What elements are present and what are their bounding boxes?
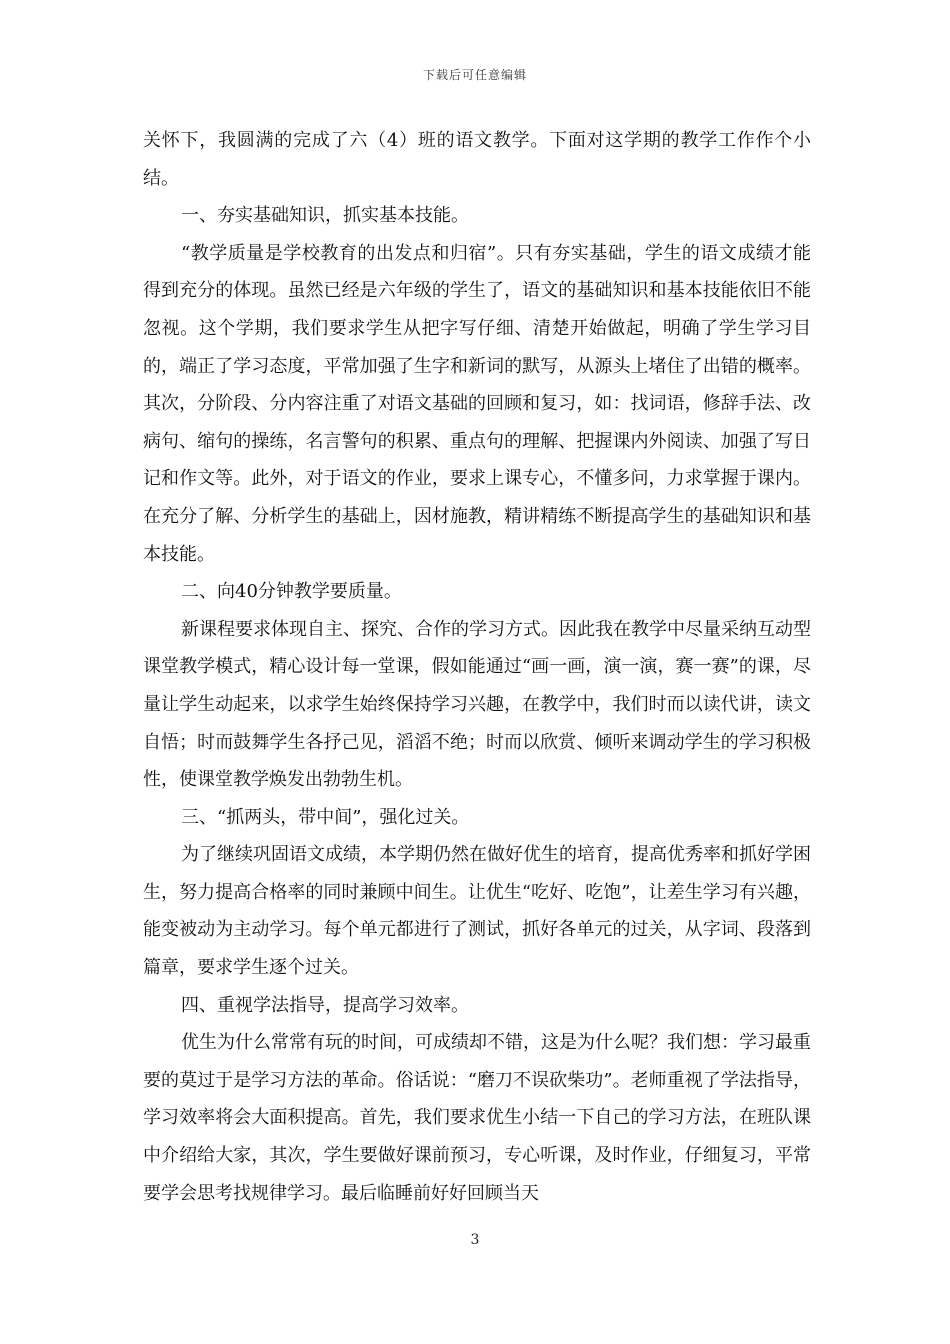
section-heading: 三、“抓两头，带中间”，强化过关。 — [181, 806, 470, 828]
page-number: 3 — [470, 1232, 480, 1248]
section-heading: 一、夯实基础知识，抓实基本技能。 — [181, 205, 469, 227]
paragraph: 优生为什么常常有玩的时间，可成绩却不错，这是为什么呢？我们想：学习最重要的莫过于是学习方法的革命。俗话说：“磨刀不误砍柴功”。老师重视了学法指导，学习效率将会大面积提高。首先，我们要求优生小结一下自己的学习方法，在班队课中介绍给大家，其次，学生要做好课前预习，专心听课，及时作业，仔细复习，平常要学会思考找规律学习。最后临睡前好好回顾当天 — [143, 1032, 811, 1204]
paragraph: 为了继续巩固语文成绩，本学期仍然在做好优生的培育，提高优秀率和抓好学困生，努力提高合格率的同时兼顾中间生。让优生“吃好、吃饱”，让差生学习有兴趣，能变被动为主动学习。每个单元都进行了测试，抓好各单元的过关，从字词、段落到篇章，要求学生逐个过关。 — [143, 844, 811, 979]
page-header: 下载后可任意编辑 — [422, 68, 527, 82]
paragraph: 新课程要求体现自主、探究、合作的学习方式。因此我在教学中尽量采纳互动型课堂教学模式，精心设计每一堂课，假如能通过“画一画，演一演，赛一赛”的课，尽量让学生动起来，以求学生始终保持学习兴趣，在教学中，我们时而以读代讲，读文自悟；时而鼓舞学生各抒己见，滔滔不绝；时而以欣赏、倾听来调动学生的学习积极性，使课堂教学焕发出勃勃生机。 — [143, 618, 811, 791]
document-body — [143, 122, 811, 1212]
paragraph: “教学质量是学校教育的出发点和归宿”。只有夯实基础，学生的语文成绩才能得到充分的体现。虽然已经是六年级的学生了，语文的基础知识和基本技能依旧不能忽视。这个学期，我们要求学生从把字写仔细、清楚开始做起，明确了学生学习目的，端正了学习态度，平常加强了生字和新词的默写，从源头上堵住了出错的概率。其次，分阶段、分内容注重了对语文基础的回顾和复习，如：找词语，修辞手法、改病句、缩句的操练，名言警句的积累、重点句的理解、把握课内外阅读、加强了写日记和作文等。此外，对于语文的作业，要求上课专心，不懂多问，力求掌握于课内。在充分了解、分析学生的基础上，因材施教，精讲精练不断提高学生的基础知识和基本技能。 — [143, 242, 811, 565]
paragraph: 关怀下，我圆满的完成了六（4）班的语文教学。下面对这学期的教学工作作个小结。 — [143, 130, 811, 189]
section-heading: 四、重视学法指导，提高学习效率。 — [181, 994, 469, 1016]
section-heading: 二、向40分钟教学要质量。 — [181, 581, 402, 603]
